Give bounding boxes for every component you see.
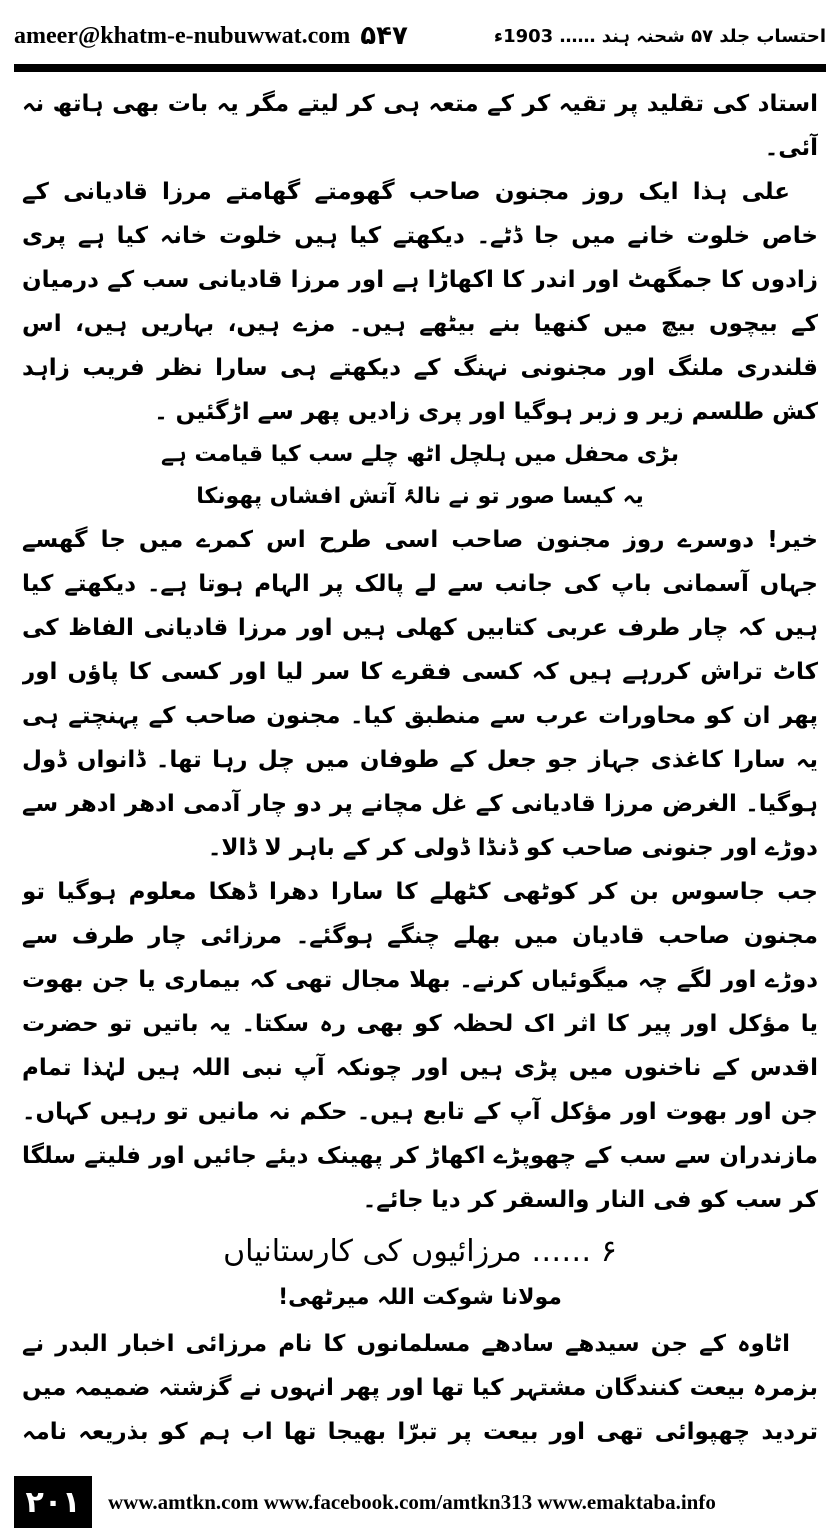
header-series-title: احتساب جلد ۵۷ شحنہ ہند …… 1903ء bbox=[493, 25, 826, 47]
paragraph-1: استاد کی تقلید پر تقیہ کر کے متعہ ہی کر لیتے مگر یہ بات بھی ہاتھ نہ آئی۔ bbox=[22, 91, 818, 161]
section-heading: ۶ …… مرزائیوں کی کارستانیاں bbox=[223, 1234, 617, 1269]
verse-line-2: یہ کیسا صور تو نے نالۂ آتش افشاں پھونکا bbox=[196, 484, 644, 509]
page-header bbox=[14, 14, 826, 58]
header-rule bbox=[14, 64, 826, 72]
paragraph-4: جب جاسوس بن کر کوٹھی کٹھلے کا سارا دھرا ڈھکا معلوم ہوگیا تو مجنون صاحب قادیان میں بھلے چنگے ہوگئے۔ مرزائی چار طرف سے دوڑے اور لگے چہ میگوئیاں کرنے۔ بھلا مجال تھی کہ بیماری یا جن بھوت یا مؤکل اور پیر کا اثر اک لحظہ کو بھی رہ سکتا۔ یہ باتیں تو حضرت اقدس کے ناخنوں میں پڑی ہیں اور چونکہ آپ نبی اللہ ہیں لہٰذا تمام جن اور بھوت اور مؤکل آپ کے تابع ہیں۔ حکم نہ مانیں تو رہیں کہاں۔ مازندران سے سب کے چھوپڑے اکھاڑ کر پھینک دیئے جائیں اور فلیتے سلگا کر سب کو فی النار والسقر کر دیا جائے۔ bbox=[22, 879, 818, 1213]
paragraph-5: اٹاوہ کے جن سیدھے سادھے مسلمانوں کا نام مرزائی اخبار البدر نے بزمرہ بیعت کنندگان مشتہر کیا تھا اور پھر انہوں نے گزشتہ ضمیمہ میں تردید چھپوائی تھی اور بیعت پر تبرّا بھیجا تھا اب ہم کو بذریعہ نامہ bbox=[22, 1331, 818, 1445]
page-body bbox=[22, 82, 818, 1454]
header-email: ameer@khatm-e-nubuwwat.com bbox=[14, 22, 351, 49]
footer-page-number: ۲۰۱ bbox=[14, 1476, 92, 1528]
verse-line-1: بڑی محفل میں ہلچل اٹھ چلے سب کیا قیامت ہے bbox=[161, 442, 679, 467]
section-author: مولانا شوکت اللہ میرٹھی! bbox=[278, 1285, 562, 1310]
page-footer bbox=[14, 1474, 826, 1530]
paragraph-2: علی ہذا ایک روز مجنون صاحب گھومتے گھامتے مرزا قادیانی کے خاص خلوت خانے میں جا ڈٹے۔ دیکھتے کیا ہیں خلوت خانہ کیا ہے پری زادوں کا جمگھٹ اور اندر کا اکھاڑا ہے اور مرزا قادیانی سب کے درمیان کے بیچوں بیچ میں کنھیا بنے بیٹھے ہیں۔ مزے ہیں، بہاریں ہیں، اس قلندری ملنگ اور مجنونی نہنگ کے دیکھتے ہی سارا نظر فریب زاہد کش طلسم زیر و زبر ہوگیا اور پری زادیں پھر سے اڑگئیں ۔ bbox=[22, 179, 818, 425]
paragraph-3: خیر! دوسرے روز مجنون صاحب اسی طرح اس کمرے میں جا گھسے جہاں آسمانی باپ کی جانب سے لے پالک پر الہام ہوتا ہے۔ دیکھتے کیا ہیں کہ چار طرف عربی کتابیں کھلی ہیں اور مرزا قادیانی الفاظ کی کاٹ تراش کررہے ہیں کہ کسی فقرے کا سر لیا اور کسی کا پاؤں اور پھر ان کو محاورات عرب سے منطبق کیا۔ مجنون صاحب کے پہنچتے ہی یہ سارا کاغذی جہاز جو جعل کے طوفان میں چل رہا تھا۔ ڈانواں ڈول ہوگیا۔ الغرض مرزا قادیانی کے غل مچانے پر دو چار آدمی ادھر ادھر سے دوڑے اور جنونی صاحب کو ڈنڈا ڈولی کر کے باہر لا ڈالا۔ bbox=[22, 527, 818, 861]
header-left bbox=[14, 21, 408, 51]
header-page-number: ۵۴۷ bbox=[360, 21, 408, 51]
footer-links: www.amtkn.com www.facebook.com/amtkn313 www.emaktaba.info bbox=[108, 1489, 716, 1514]
